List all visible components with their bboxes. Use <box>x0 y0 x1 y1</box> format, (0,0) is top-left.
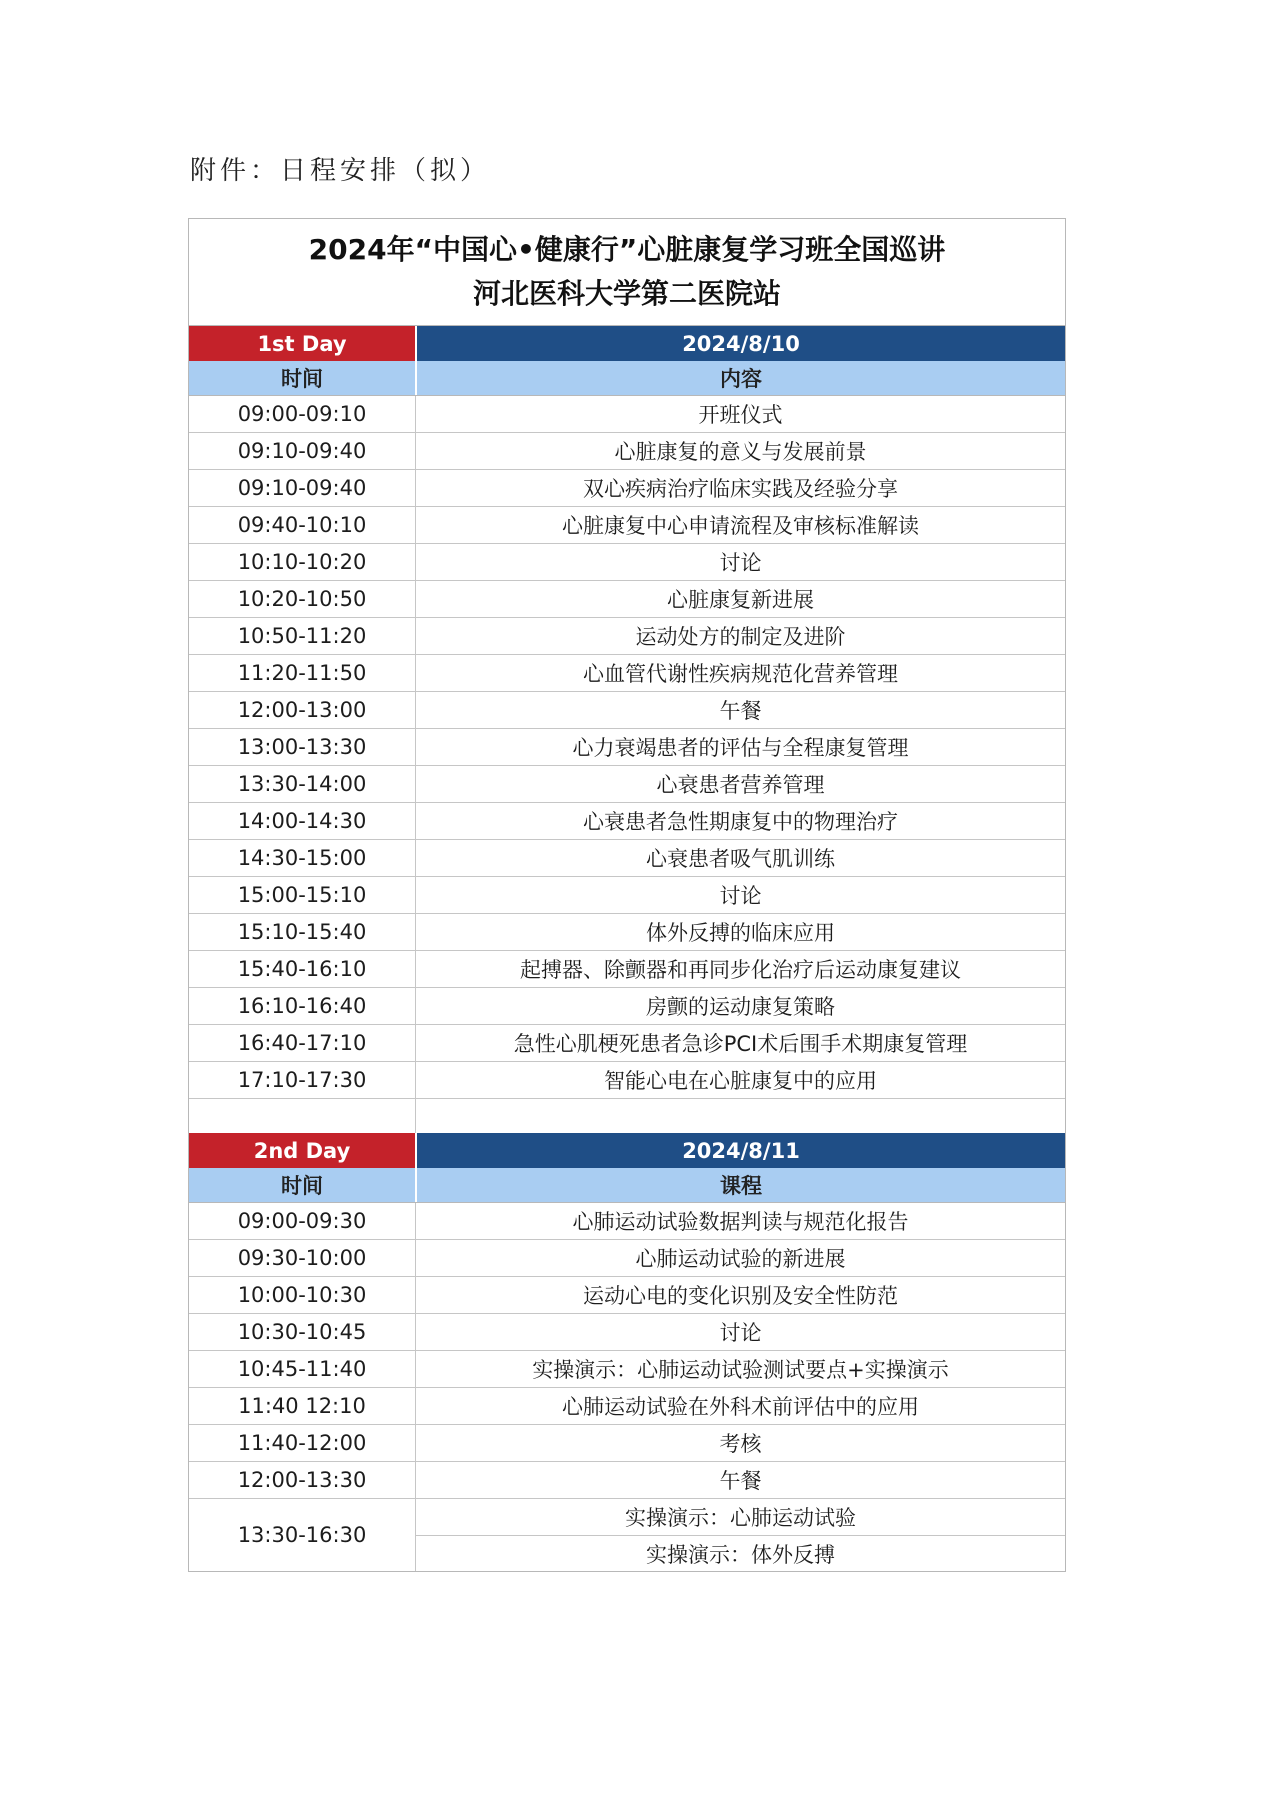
table-row <box>189 506 1065 543</box>
table-title <box>189 219 1065 326</box>
day2-rows <box>189 1203 1065 1498</box>
day1-col-time: 时间 <box>189 361 417 395</box>
schedule-topic: 考核 <box>719 1432 762 1456</box>
day2-last-block <box>189 1498 1065 1571</box>
schedule-time: 11:40-12:00 <box>189 1425 416 1461</box>
table-row <box>189 1203 1065 1239</box>
schedule-topic: 心肺运动试验数据判读与规范化报告 <box>572 1210 909 1234</box>
table-row <box>189 654 1065 691</box>
day2-header-band <box>189 1133 1065 1168</box>
schedule-topic: 运动心电的变化识别及安全性防范 <box>583 1284 898 1308</box>
day2-date: 2024/8/11 <box>417 1133 1065 1168</box>
table-row <box>189 876 1065 913</box>
day2-col-topic: 课程 <box>720 1174 762 1198</box>
table-row <box>189 1239 1065 1276</box>
table-row <box>189 802 1065 839</box>
schedule-topic: 实操演示：心肺运动试验测试要点+实操演示 <box>532 1358 949 1382</box>
table-row <box>189 1350 1065 1387</box>
schedule-topic: 午餐 <box>719 1469 762 1493</box>
title-line-2: 河北医科大学第二医院站 <box>472 277 781 310</box>
day2-label: 2nd Day <box>189 1133 417 1168</box>
schedule-time: 09:10-09:40 <box>189 470 416 506</box>
attachment-label: 附件：日程安排（拟） <box>190 156 491 186</box>
table-row <box>189 1313 1065 1350</box>
schedule-time: 13:30-14:00 <box>189 766 416 802</box>
schedule-topic: 心血管代谢性疾病规范化营养管理 <box>583 662 898 686</box>
schedule-time: 09:00-09:30 <box>189 1203 416 1239</box>
schedule-topic: 实操演示：体外反搏 <box>416 1535 1065 1572</box>
schedule-time: 15:00-15:10 <box>189 877 416 913</box>
table-row <box>189 469 1065 506</box>
day2-col-time: 时间 <box>189 1168 417 1202</box>
schedule-time: 16:10-16:40 <box>189 988 416 1024</box>
schedule-topic: 心脏康复的意义与发展前景 <box>614 440 867 464</box>
schedule-time: 09:30-10:00 <box>189 1240 416 1276</box>
schedule-time: 10:10-10:20 <box>189 544 416 580</box>
schedule-topic: 运动处方的制定及进阶 <box>635 625 846 649</box>
schedule-time: 12:00-13:30 <box>189 1462 416 1498</box>
schedule-topic: 开班仪式 <box>698 403 783 427</box>
schedule-topic: 心脏康复中心申请流程及审核标准解读 <box>562 514 919 538</box>
table-row <box>189 1024 1065 1061</box>
schedule-time: 10:50-11:20 <box>189 618 416 654</box>
schedule-topic: 心衰患者营养管理 <box>656 773 825 797</box>
table-row <box>189 1061 1065 1098</box>
schedule-time: 16:40-17:10 <box>189 1025 416 1061</box>
schedule-topic: 讨论 <box>719 551 762 575</box>
table-row <box>189 543 1065 580</box>
schedule-topic: 急性心肌梗死患者急诊PCI术后围手术期康复管理 <box>513 1032 968 1056</box>
schedule-time: 10:45-11:40 <box>189 1351 416 1387</box>
schedule-table <box>188 218 1066 1572</box>
schedule-time: 17:10-17:30 <box>189 1062 416 1098</box>
schedule-time: 09:00-09:10 <box>189 396 416 432</box>
schedule-topic: 午餐 <box>719 699 762 723</box>
day2-column-headers <box>189 1168 1065 1203</box>
day1-date: 2024/8/10 <box>417 326 1065 361</box>
schedule-topic: 讨论 <box>719 1321 762 1345</box>
schedule-time: 09:40-10:10 <box>189 507 416 543</box>
schedule-topic: 起搏器、除颤器和再同步化治疗后运动康复建议 <box>520 958 961 982</box>
schedule-time: 10:00-10:30 <box>189 1277 416 1313</box>
table-row <box>189 987 1065 1024</box>
blank-topic-cell <box>416 1099 1065 1133</box>
schedule-time: 15:40-16:10 <box>189 951 416 987</box>
table-row <box>189 1461 1065 1498</box>
schedule-topic: 心肺运动试验在外科术前评估中的应用 <box>562 1395 919 1419</box>
table-row <box>189 432 1065 469</box>
table-row <box>189 396 1065 432</box>
blank-time-cell <box>189 1099 416 1133</box>
schedule-time: 11:20-11:50 <box>189 655 416 691</box>
table-row <box>189 728 1065 765</box>
day1-header-band <box>189 326 1065 361</box>
schedule-time: 13:00-13:30 <box>189 729 416 765</box>
schedule-topic: 智能心电在心脏康复中的应用 <box>604 1069 877 1093</box>
schedule-time: 12:00-13:00 <box>189 692 416 728</box>
blank-row <box>189 1098 1065 1133</box>
table-row <box>189 1424 1065 1461</box>
day1-rows <box>189 396 1065 1098</box>
schedule-topic: 心衰患者吸气肌训练 <box>646 847 835 871</box>
table-row <box>189 950 1065 987</box>
schedule-topic: 实操演示：心肺运动试验 <box>625 1506 856 1530</box>
last-block-topics <box>416 1499 1065 1571</box>
table-row <box>189 580 1065 617</box>
schedule-topic: 双心疾病治疗临床实践及经验分享 <box>583 477 898 501</box>
schedule-time: 09:10-09:40 <box>189 433 416 469</box>
title-line-1: 2024年“中国心•健康行”心脏康复学习班全国巡讲 <box>308 233 946 266</box>
schedule-time: 15:10-15:40 <box>189 914 416 950</box>
schedule-topic: 心衰患者急性期康复中的物理治疗 <box>583 810 898 834</box>
schedule-time: 11:40 12:10 <box>189 1388 416 1424</box>
table-row <box>189 1276 1065 1313</box>
day1-label: 1st Day <box>189 326 417 361</box>
table-row <box>189 691 1065 728</box>
schedule-topic: 心肺运动试验的新进展 <box>635 1247 846 1271</box>
day1-col-topic: 内容 <box>720 367 762 391</box>
table-row <box>189 1387 1065 1424</box>
table-row <box>189 765 1065 802</box>
day1-column-headers <box>189 361 1065 396</box>
table-row <box>189 617 1065 654</box>
schedule-topic: 心脏康复新进展 <box>667 588 814 612</box>
schedule-topic: 体外反搏的临床应用 <box>646 921 835 945</box>
schedule-time: 10:20-10:50 <box>189 581 416 617</box>
schedule-topic: 房颤的运动康复策略 <box>646 995 835 1019</box>
schedule-topic: 讨论 <box>719 884 762 908</box>
table-row <box>189 839 1065 876</box>
schedule-topic: 心力衰竭患者的评估与全程康复管理 <box>572 736 909 760</box>
schedule-time: 14:00-14:30 <box>189 803 416 839</box>
table-row <box>189 913 1065 950</box>
schedule-time: 10:30-10:45 <box>189 1314 416 1350</box>
schedule-time: 14:30-15:00 <box>189 840 416 876</box>
schedule-time: 13:30-16:30 <box>189 1499 416 1571</box>
